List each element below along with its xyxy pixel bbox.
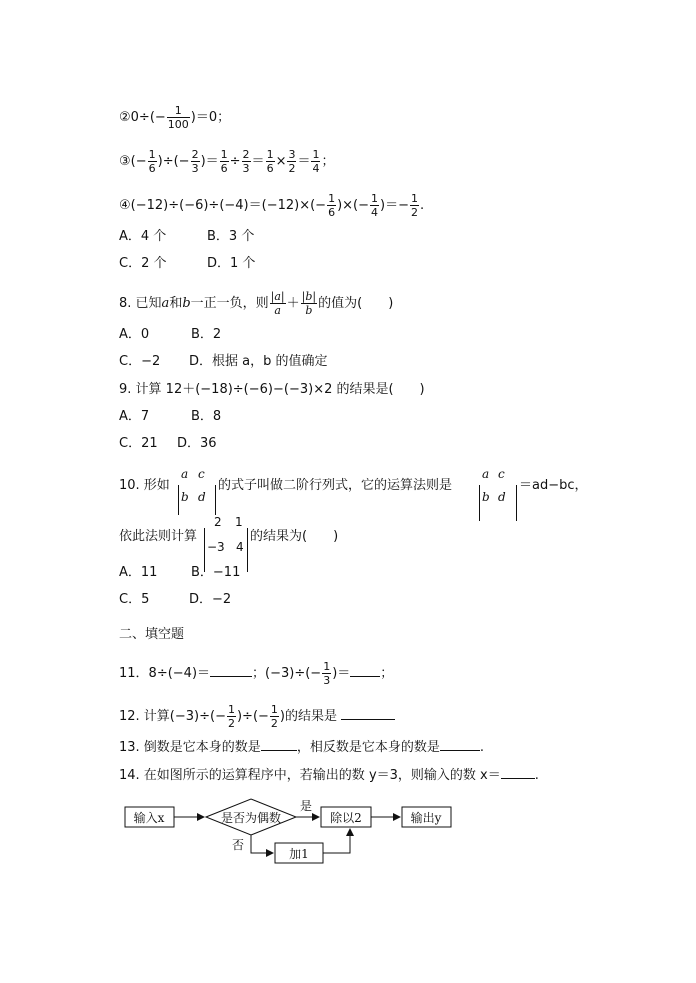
fraction bbox=[327, 192, 336, 219]
fraction bbox=[370, 192, 379, 219]
option-a: A．11 bbox=[119, 565, 158, 580]
flow-input-label: 输入x bbox=[133, 811, 165, 825]
fraction bbox=[322, 660, 331, 687]
answer-blank[interactable] bbox=[440, 737, 480, 751]
text: 和 bbox=[169, 296, 183, 311]
det-c: c bbox=[198, 467, 205, 481]
flow-output-label: 输出y bbox=[410, 811, 442, 825]
det-a: a bbox=[482, 467, 490, 481]
flowchart bbox=[118, 798, 458, 866]
text: 14. 在如图所示的运算程序中，若输出的数 y＝3，则输入的数 x＝ bbox=[119, 768, 501, 783]
denominator: 100 bbox=[167, 118, 189, 131]
denominator: b bbox=[305, 304, 313, 317]
text: ③(− bbox=[119, 154, 147, 169]
answer-blank[interactable] bbox=[501, 765, 535, 779]
q7-item-3 bbox=[119, 148, 335, 175]
fraction bbox=[410, 192, 419, 219]
numerator: 1 bbox=[220, 148, 228, 161]
flow-decision-label: 是否为偶数 bbox=[220, 811, 282, 825]
text: )＝ bbox=[332, 666, 351, 681]
option-d: D．36 bbox=[177, 436, 217, 451]
det-c: c bbox=[498, 467, 505, 481]
det-a: a bbox=[181, 467, 189, 481]
numerator: 1 bbox=[371, 192, 379, 205]
fraction bbox=[311, 148, 320, 175]
text: ； bbox=[321, 154, 335, 169]
fraction bbox=[301, 290, 317, 317]
option-c: C．2 个 bbox=[119, 256, 167, 271]
text: ＝ bbox=[297, 154, 311, 169]
numerator: 1 bbox=[328, 192, 336, 205]
answer-blank[interactable] bbox=[210, 663, 252, 677]
q9-stem: 9. 计算 12＋(−18)÷(−6)−(−3)×2 的结果是( ) bbox=[119, 382, 425, 397]
fraction bbox=[191, 148, 200, 175]
option-d: D．根据 a，b 的值确定 bbox=[189, 354, 328, 369]
q7-item2-prefix: ②0÷(− bbox=[119, 110, 166, 125]
text: )×(− bbox=[337, 198, 370, 213]
text: 一正一负，则 bbox=[190, 296, 269, 311]
fraction bbox=[270, 703, 279, 730]
fraction bbox=[242, 148, 251, 175]
text: . bbox=[419, 198, 425, 213]
numerator: |b| bbox=[301, 290, 317, 303]
q10-intro: 10. 形如 bbox=[119, 478, 170, 493]
denominator: 4 bbox=[312, 162, 320, 175]
fraction bbox=[227, 703, 236, 730]
q12-stem bbox=[119, 703, 395, 730]
denominator: 2 bbox=[288, 162, 296, 175]
det-d: d bbox=[498, 490, 506, 504]
numerator: 3 bbox=[288, 148, 296, 161]
fraction bbox=[270, 290, 286, 317]
text: . bbox=[534, 768, 539, 783]
flow-add-label: 加1 bbox=[289, 847, 309, 861]
variable-b: b bbox=[182, 296, 191, 311]
flow-no-label: 否 bbox=[231, 838, 245, 852]
text: )的结果是 bbox=[279, 709, 337, 724]
numerator: 1 bbox=[266, 148, 274, 161]
text: ÷ bbox=[229, 154, 241, 169]
q8-options-row-1 bbox=[119, 326, 221, 344]
option-a: A．4 个 bbox=[119, 229, 167, 244]
section-heading: 二、填空题 bbox=[119, 627, 185, 642]
q7-item-4 bbox=[119, 192, 424, 219]
denominator: 6 bbox=[266, 162, 274, 175]
variable-a: a bbox=[161, 296, 170, 311]
det-value: −3 bbox=[207, 540, 225, 554]
option-b: B．2 bbox=[191, 327, 222, 342]
det-b: b bbox=[181, 490, 189, 504]
flow-arrow bbox=[251, 835, 273, 853]
denominator: 2 bbox=[227, 717, 235, 730]
det-d: d bbox=[198, 490, 206, 504]
q7-item2-suffix: )＝0； bbox=[190, 110, 231, 125]
text: 8. 已知 bbox=[119, 296, 162, 311]
answer-blank[interactable] bbox=[350, 663, 380, 677]
flow-divide-label: 除以2 bbox=[330, 811, 362, 825]
numerator: 1 bbox=[312, 148, 320, 161]
fraction bbox=[287, 148, 296, 175]
flow-yes-label: 是 bbox=[299, 799, 313, 813]
text: )＝ bbox=[200, 154, 219, 169]
text: ；(−3)÷(− bbox=[252, 666, 322, 681]
text: ④(−12)÷(−6)÷(−4)＝(−12)×(− bbox=[119, 198, 327, 213]
denominator: 6 bbox=[220, 162, 228, 175]
q8-stem bbox=[119, 290, 393, 317]
q14-stem bbox=[119, 765, 539, 785]
text: ； bbox=[380, 666, 394, 681]
denominator: 6 bbox=[328, 206, 336, 219]
text: ，相反数是它本身的数是 bbox=[296, 740, 440, 755]
q10-compute: 依此法则计算 bbox=[119, 529, 198, 544]
det-value: 4 bbox=[236, 540, 244, 554]
text: )＝− bbox=[380, 198, 409, 213]
flow-arrow bbox=[323, 829, 350, 853]
text: . bbox=[479, 740, 484, 755]
answer-blank[interactable] bbox=[261, 737, 297, 751]
option-a: A．0 bbox=[119, 327, 150, 342]
numerator: 1 bbox=[227, 703, 235, 716]
option-c: C．−2 bbox=[119, 354, 161, 369]
q9-options-row-2 bbox=[119, 435, 217, 453]
denominator: 2 bbox=[410, 206, 418, 219]
denominator: 3 bbox=[242, 162, 250, 175]
numerator: 2 bbox=[242, 148, 250, 161]
text: )÷(− bbox=[236, 709, 269, 724]
numerator: |a| bbox=[270, 290, 285, 303]
q7-item-2 bbox=[119, 104, 230, 131]
option-b: B．−11 bbox=[191, 565, 241, 580]
option-a: A．7 bbox=[119, 409, 150, 424]
option-b: B．8 bbox=[191, 409, 222, 424]
det-b: b bbox=[482, 490, 490, 504]
denominator: 6 bbox=[148, 162, 156, 175]
answer-blank[interactable] bbox=[341, 706, 395, 720]
numerator: 1 bbox=[148, 148, 156, 161]
denominator: 3 bbox=[191, 162, 199, 175]
q13-stem bbox=[119, 737, 484, 757]
text: 的值为( ) bbox=[318, 296, 394, 311]
text: ＋ bbox=[286, 296, 300, 311]
q8-options-row-2 bbox=[119, 353, 328, 371]
denominator: 4 bbox=[371, 206, 379, 219]
q10-middle: 的式子叫做二阶行列式，它的运算法则是 bbox=[218, 478, 453, 493]
numerator: 1 bbox=[270, 703, 278, 716]
text: 12. 计算(−3)÷(− bbox=[119, 709, 226, 724]
numerator: 1 bbox=[323, 660, 331, 673]
q9-options-row-1 bbox=[119, 408, 221, 426]
det-value: 2 bbox=[214, 515, 222, 529]
q7-options-row-2 bbox=[119, 255, 255, 273]
option-c: C．21 bbox=[119, 436, 158, 451]
q10-rule: ＝ad−bc， bbox=[519, 478, 588, 493]
option-c: C．5 bbox=[119, 592, 150, 607]
text: × bbox=[275, 154, 287, 169]
fraction bbox=[167, 104, 190, 131]
text: 11．8÷(−4)＝ bbox=[119, 666, 211, 681]
option-d: D．1 个 bbox=[207, 256, 256, 271]
fraction bbox=[266, 148, 275, 175]
q11-stem bbox=[119, 660, 393, 687]
numerator: 2 bbox=[191, 148, 199, 161]
numerator: 1 bbox=[167, 104, 190, 118]
q10-ask: 的结果为( ) bbox=[250, 529, 339, 544]
det-value: 1 bbox=[235, 515, 243, 529]
text: ＝ bbox=[251, 154, 265, 169]
text: )÷(− bbox=[157, 154, 190, 169]
option-d: D．−2 bbox=[189, 592, 232, 607]
q10-options-row-1 bbox=[119, 564, 240, 582]
fraction bbox=[148, 148, 157, 175]
numerator: 1 bbox=[410, 192, 418, 205]
q7-options-row-1 bbox=[119, 228, 254, 246]
text: 13. 倒数是它本身的数是 bbox=[119, 740, 261, 755]
fraction bbox=[220, 148, 229, 175]
denominator: 2 bbox=[270, 717, 278, 730]
q10-options-row-2 bbox=[119, 591, 231, 609]
option-b: B．3 个 bbox=[207, 229, 255, 244]
denominator: a bbox=[274, 304, 281, 317]
denominator: 3 bbox=[323, 674, 331, 687]
